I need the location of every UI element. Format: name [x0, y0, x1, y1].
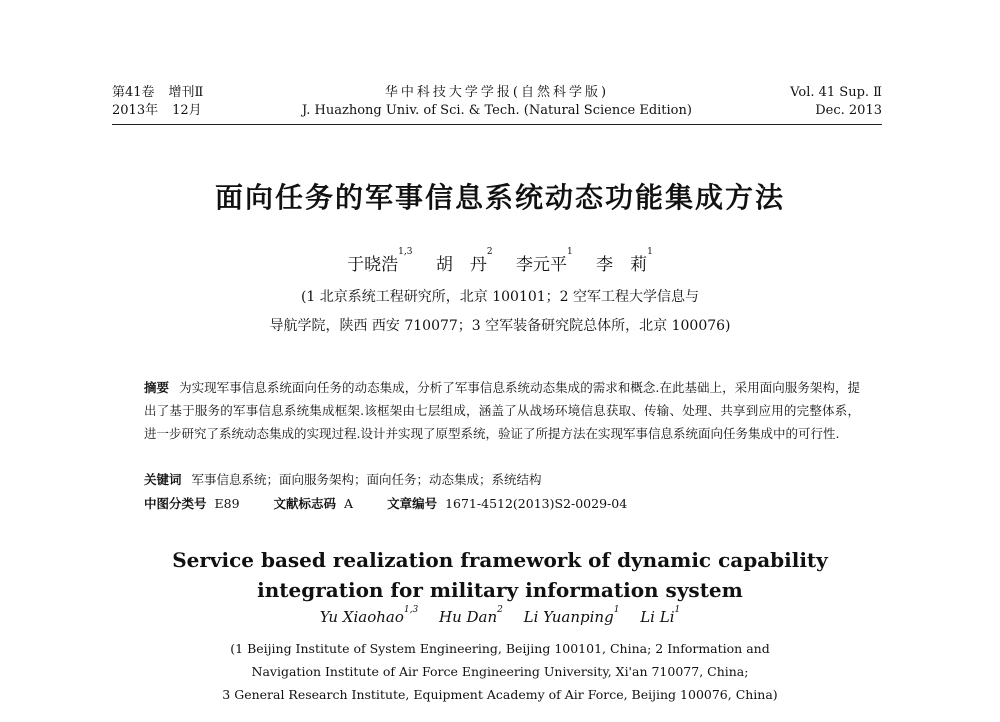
doc-code-label: 文献标志码 [273, 496, 337, 511]
affiliation-line: 导航学院，陕西 西安 710077；3 空军装备研究院总体所，北京 100076) [269, 318, 731, 334]
article-no-value: 1671-4512(2013)S2-0029-04 [445, 496, 628, 511]
keywords-text: 军事信息系统；面向服务架构；面向任务；动态集成；系统结构 [191, 472, 542, 487]
volume-info-en [790, 84, 882, 120]
author: 于晓浩$^{1,3}$ [347, 247, 413, 275]
authors-chinese [0, 247, 1000, 275]
author: 李元平$^1$ [516, 247, 573, 275]
affiliations-chinese [0, 283, 1000, 341]
article-no-label: 文章编号 [387, 496, 438, 511]
abstract [144, 376, 860, 445]
title-english-line: Service based realization framework of dynamic capability [172, 548, 828, 572]
year: 2013年 [112, 103, 159, 118]
affiliations-english [0, 637, 1000, 706]
affiliation-line: (1 北京系统工程研究所，北京 100101；2 空军工程大学信息与 [300, 289, 700, 305]
supplement: 增刊Ⅱ [168, 85, 204, 100]
authors-english [0, 605, 1000, 626]
journal-name-en: J. Huazhong Univ. of Sci. & Tech. (Natural Science Edition) [302, 103, 692, 118]
affiliation-line: (1 Beijing Institute of System Engineering, Beijing 100101, China; 2 Information and [230, 641, 770, 656]
author: Yu Xiaohao$^{1,3}$ [319, 605, 419, 626]
author: Li Yuanping$^1$ [523, 605, 620, 626]
month: 12月 [172, 103, 202, 118]
author: 胡 丹$^2$ [435, 247, 493, 275]
classification-row [144, 494, 657, 514]
abstract-label: 摘要 [144, 380, 170, 395]
title-chinese: 面向任务的军事信息系统动态功能集成方法 [214, 181, 785, 214]
abstract-text: 为实现军事信息系统面向任务的动态集成，分析了军事信息系统动态集成的需求和概念.在此基础上，采用面向服务架构，提出了基于服务的军事信息系统集成框架.该框架由七层组成，涵盖了从战场环境信息获取、传输、处理、共享到应用的完整体系，进一步研究了系统动态集成的实现过程.设计并实现了原型系统，验证了所提方法在实现军事信息系统面向任务集成中的可行性. [144, 380, 860, 441]
title-english-line: integration for military information system [257, 578, 743, 602]
clc-label: 中图分类号 [144, 496, 207, 511]
author: Li Li$^1$ [640, 605, 681, 626]
clc-value: E89 [214, 496, 240, 511]
author: Hu Dan$^2$ [438, 605, 503, 626]
author: 李 莉$^1$ [596, 247, 653, 275]
keywords [144, 470, 542, 490]
affiliation-line: 3 General Research Institute, Equipment Academy of Air Force, Beijing 100076, China) [222, 687, 778, 702]
affiliation-line: Navigation Institute of Air Force Engineering University, Xi'an 710077, China; [251, 664, 749, 679]
doc-code-value: A [344, 496, 354, 511]
keywords-label: 关键词 [144, 472, 182, 487]
volume: 第41卷 [112, 85, 155, 100]
journal-header [112, 84, 882, 125]
title-english [0, 545, 1000, 605]
volume-en: Vol. 41 Sup. Ⅱ [790, 85, 882, 100]
date-en: Dec. 2013 [815, 103, 882, 118]
journal-name-cn: 华中科技大学学报(自然科学版) [384, 85, 610, 100]
journal-name [112, 84, 882, 120]
